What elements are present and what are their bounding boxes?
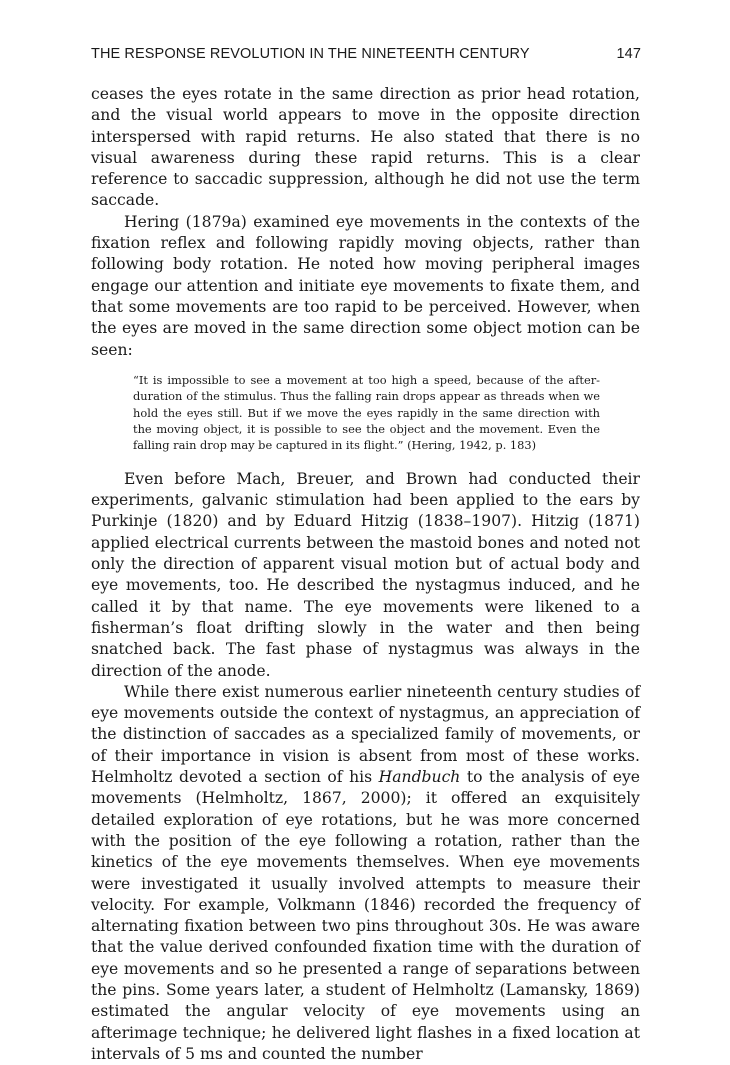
block-quote-text: “It is impossible to see a movement at too high a speed, because of the after-duration of the stimulus. Thus the falling rain drops appear as threads when we hold the eyes still. But if we move the eyes rapidly in the same direction with the moving object, it is possible to see the object and the movement. Even the falling rain drop may be captured in its flight.” (Hering, 1942, p. 183)	[133, 372, 600, 453]
running-header	[91, 46, 641, 62]
paragraph-helmholtz	[91, 682, 640, 1065]
paragraph-helmholtz-part2: to the analysis of eye movements (Helmholtz, 1867, 2000); it offered an exquisitely detailed exploration of eye rotations, but he was more concerned with the position of the eye following a rotation, rather than the kinetics of the eye movements themselves. When eye movements were investigated it usually involved attempts to measure their velocity. For example, Volkmann (1846) recorded the frequency of alternating fixation between two pins throughout 30s. He was aware that the value derived confounded fixation time with the duration of eye movements and so he presented a range of separations between the pins. Some years later, a student of Helmholtz (Lamansky, 1869) estimated the angular velocity of eye movements using an afterimage technique; he delivered light flashes in a fixed location at intervals of 5 ms and counted the number	[91, 768, 640, 1063]
paragraph-galvanic: Even before Mach, Breuer, and Brown had conducted their experiments, galvanic stimulation had been applied to the ears by Purkinje (1820) and by Eduard Hitzig (1838–1907). Hitzig (1871) applied electrical currents between the mastoid bones and noted not only the direction of apparent visual motion but of actual body and eye movements, too. He described the nystagmus induced, and he called it by that name. The eye movements were likened to a fisherman’s float drifting slowly in the water and then being snatched back. The fast phase of nystagmus was always in the direction of the anode.	[91, 469, 640, 680]
block-quote	[133, 372, 600, 454]
paragraph-continued: ceases the eyes rotate in the same direction as prior head rotation, and the visual world appears to move in the opposite direction interspersed with rapid returns. He also stated that there is no visual awareness during these rapid returns. This is a clear reference to saccadic suppression, although he did not use the term saccade.	[91, 85, 640, 210]
paragraph-helmholtz-part1: While there exist numerous earlier nineteenth century studies of eye movements outside the context of nystagmus, an appreciation of the distinction of saccades as a specialized family of movements, or of their importance in vision is absent from most of these works. Helmholtz devoted a section of his	[91, 682, 640, 787]
body-text	[91, 84, 640, 1065]
running-title: THE RESPONSE REVOLUTION IN THE NINETEENTH CENTURY	[91, 46, 530, 62]
paragraph-hering: Hering (1879a) examined eye movements in the contexts of the fixation reflex and following rapidly moving objects, rather than following body rotation. He noted how moving peripheral images engage our attention and initiate eye movements to fixate them, and that some movements are too rapid to be perceived. However, when the eyes are moved in the same direction some object motion can be seen:	[91, 212, 640, 359]
page-number: 147	[616, 46, 641, 62]
handbuch-title: Handbuch	[378, 768, 461, 787]
